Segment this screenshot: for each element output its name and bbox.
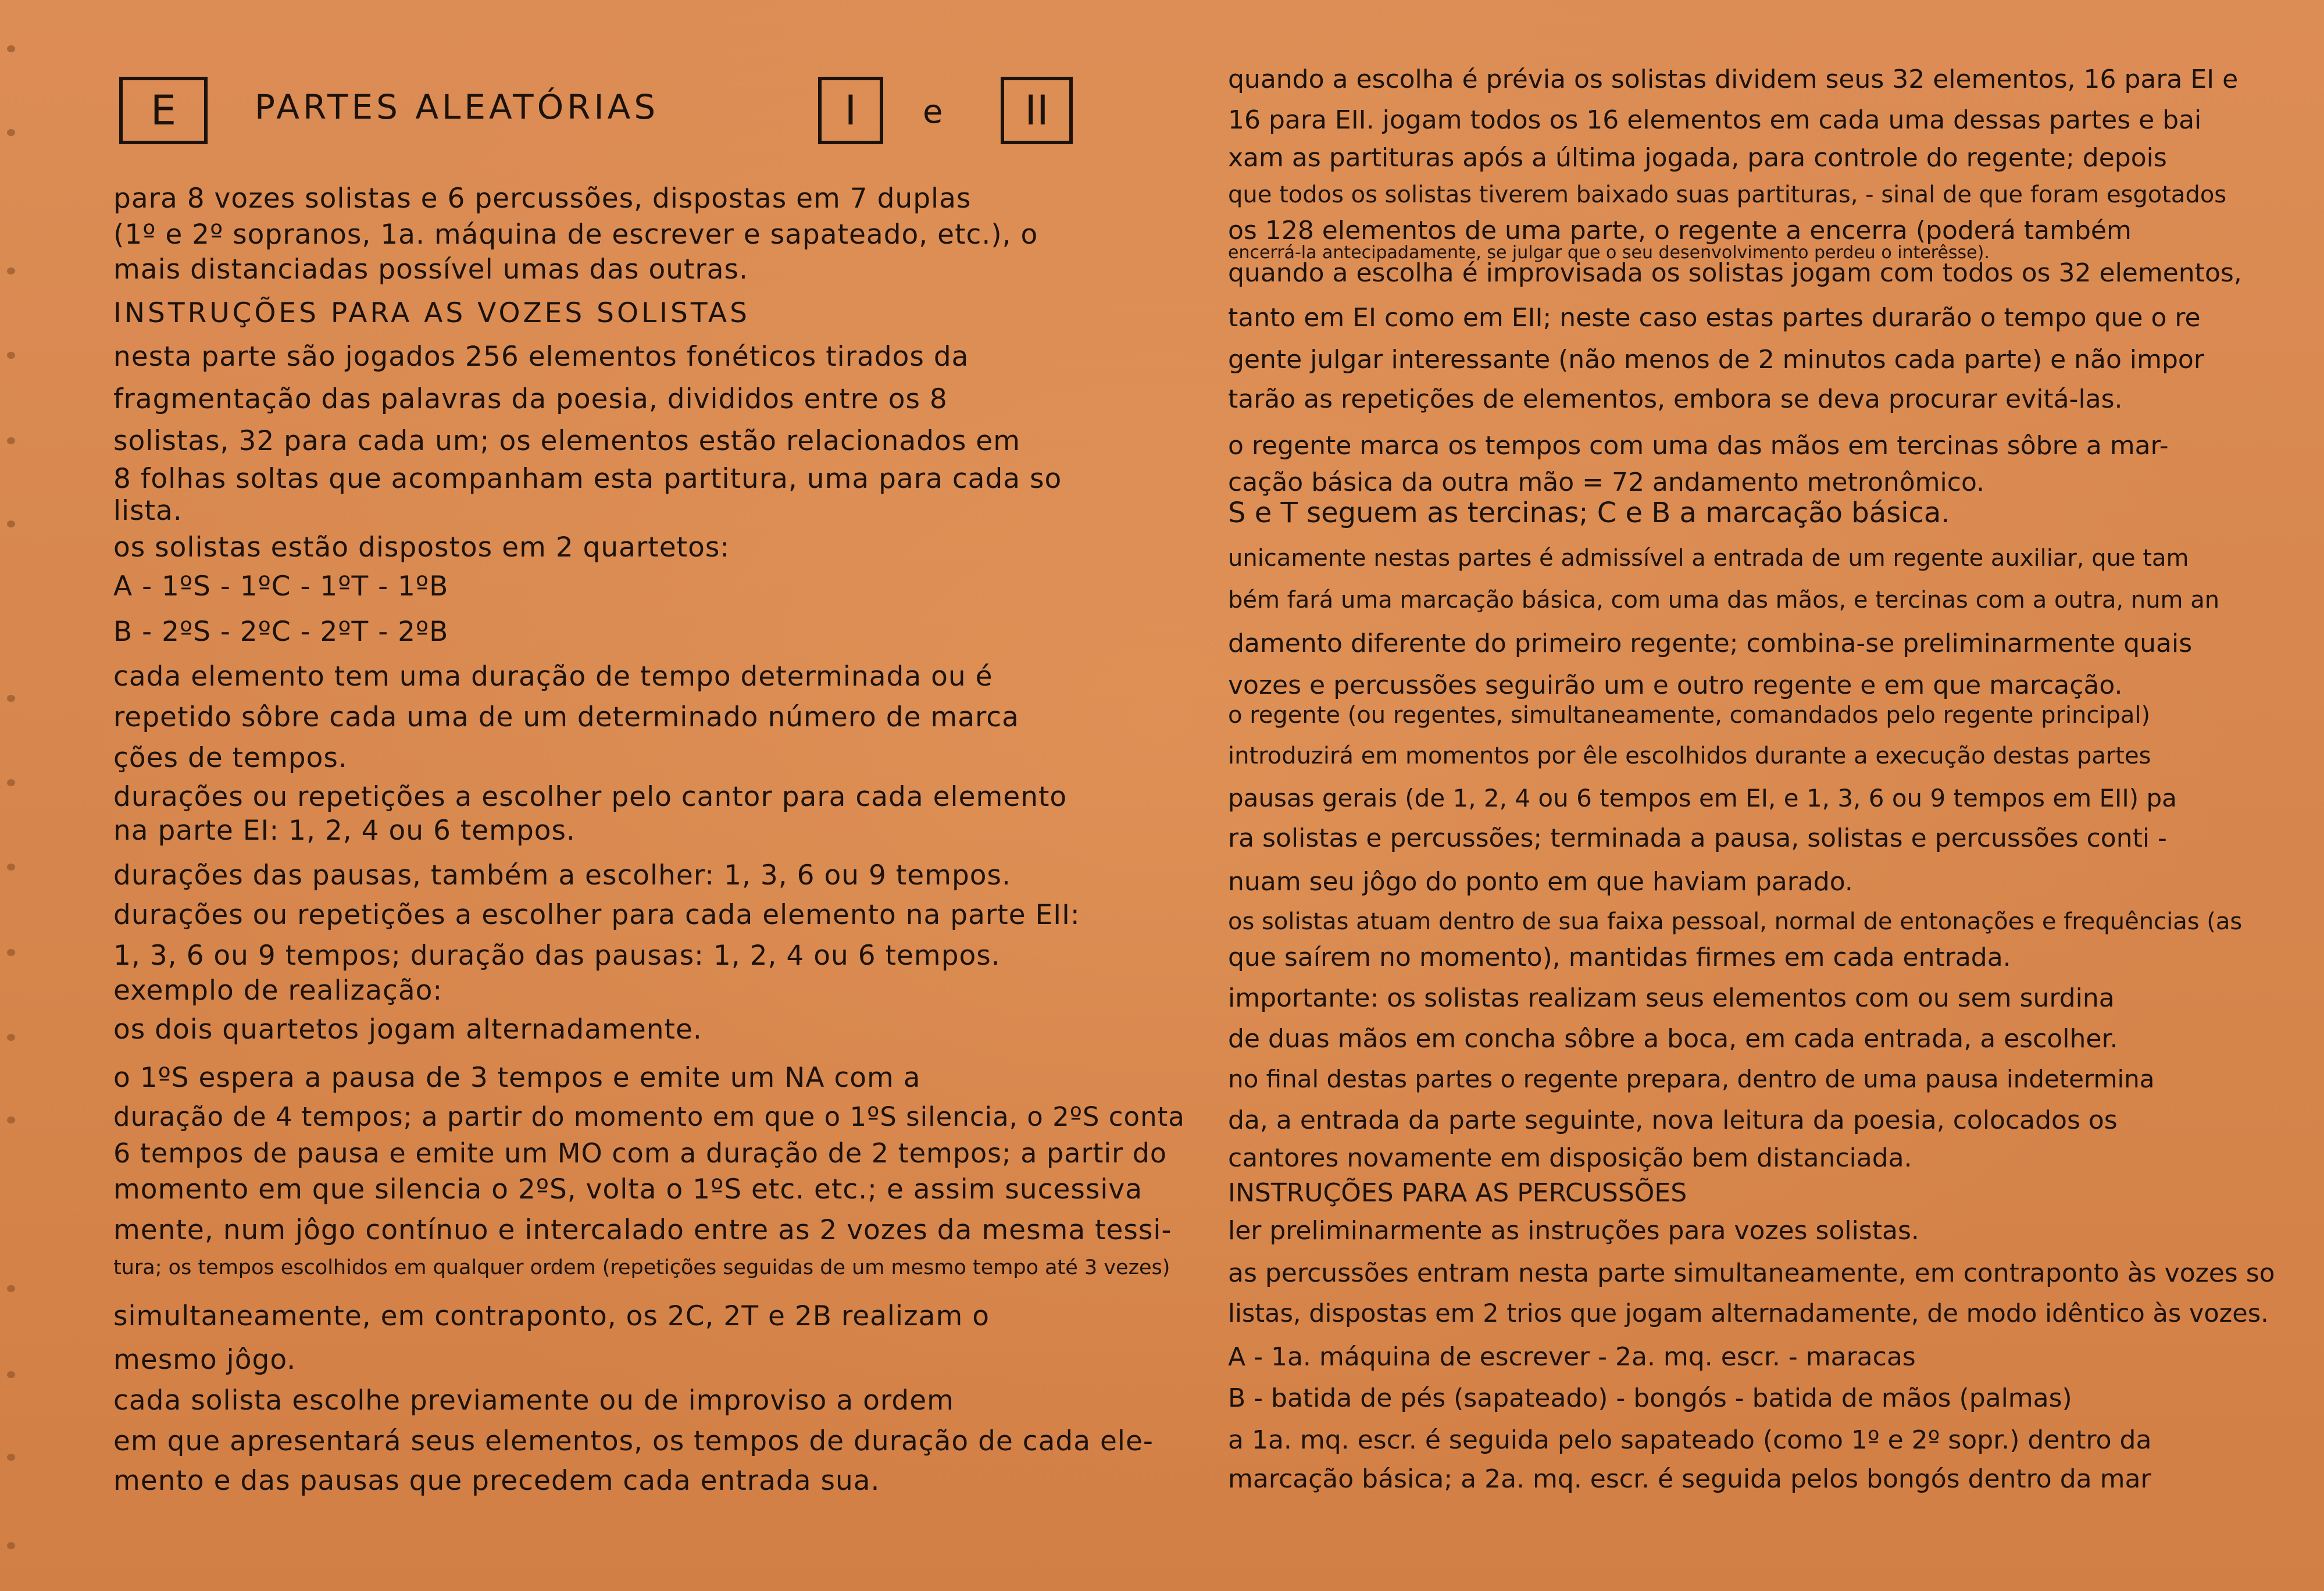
text-line: os solistas atuam dentro de sua faixa pessoal, normal de entonações e frequências (as	[1228, 908, 2243, 935]
text-line: repetido sôbre cada uma de um determinado número de marca	[113, 701, 1019, 733]
binder-hole	[7, 864, 15, 871]
left-column	[113, 0, 1186, 1591]
text-line: listas, dispostas em 2 trios que jogam alternadamente, de modo idêntico às vozes.	[1228, 1299, 2269, 1328]
text-line: tarão as repetições de elementos, embora se deva procurar evitá-las.	[1228, 384, 2123, 414]
binder-hole	[7, 45, 15, 52]
binder-hole	[7, 1454, 15, 1461]
instructions-heading: INSTRUÇÕES PARA AS VOZES SOLISTAS	[113, 297, 750, 329]
right-column	[1228, 0, 2292, 1591]
part-two-label: II	[1024, 87, 1049, 134]
part-one-label: I	[844, 87, 857, 134]
text-line: a 1a. mq. escr. é seguida pelo sapateado (como 1º e 2º sopr.) dentro da	[1228, 1425, 2152, 1455]
text-line: pausas gerais (de 1, 2, 4 ou 6 tempos em EI, e 1, 3, 6 ou 9 tempos em EII) pa	[1228, 784, 2177, 812]
text-line: da, a entrada da parte seguinte, nova leitura da poesia, colocados os	[1228, 1105, 2118, 1135]
text-line: importante: os solistas realizam seus elementos com ou sem surdina	[1228, 983, 2115, 1013]
text-line: simultaneamente, em contraponto, os 2C, 2T e 2B realizam o	[113, 1300, 990, 1332]
binder-hole	[7, 437, 15, 444]
text-line: em que apresentará seus elementos, os tempos de duração de cada ele-	[113, 1425, 1154, 1457]
text-line: mente, num jôgo contínuo e intercalado entre as 2 vozes da mesma tessi-	[113, 1214, 1172, 1246]
percussion-instructions-heading: INSTRUÇÕES PARA AS PERCUSSÕES	[1228, 1178, 1687, 1208]
text-line: A - 1a. máquina de escrever - 2a. mq. escr. - maracas	[1228, 1342, 1916, 1372]
text-line: xam as partituras após a última jogada, para controle do regente; depois	[1228, 143, 2167, 173]
text-line: cada solista escolhe previamente ou de improviso a ordem	[113, 1385, 954, 1417]
text-line: quando a escolha é improvisada os solistas jogam com todos os 32 elementos,	[1228, 258, 2242, 288]
text-line: A - 1ºS - 1ºC - 1ºT - 1ºB	[113, 570, 449, 602]
text-line: 1, 3, 6 ou 9 tempos; duração das pausas: 1, 2, 4 ou 6 tempos.	[113, 940, 1001, 972]
text-line: tura; os tempos escolhidos em qualquer ordem (repetições seguidas de um mesmo tempo até 3 vezes)	[113, 1256, 1170, 1279]
text-line: bém fará uma marcação básica, com uma das mãos, e tercinas com a outra, num an	[1228, 587, 2220, 613]
section-title: PARTES ALEATÓRIAS	[255, 87, 659, 127]
text-line: cação básica da outra mão = 72 andamento metronômico.	[1228, 468, 1985, 497]
text-line: tanto em EI como em EII; neste caso estas partes durarão o tempo que o re	[1228, 303, 2201, 333]
text-line: de duas mãos em concha sôbre a boca, em cada entrada, a escolher.	[1228, 1024, 2118, 1054]
text-line: nuam seu jôgo do ponto em que haviam parado.	[1228, 867, 1853, 897]
text-line: B - 2ºS - 2ºC - 2ºT - 2ºB	[113, 616, 449, 648]
text-line: mento e das pausas que precedem cada entrada sua.	[113, 1465, 880, 1497]
binder-hole	[7, 1371, 15, 1378]
text-line: 6 tempos de pausa e emite um MO com a duração de 2 tempos; a partir do	[113, 1137, 1168, 1169]
text-line: no final destas partes o regente prepara, dentro de uma pausa indetermina	[1228, 1065, 2155, 1093]
text-line: os 128 elementos de uma parte, o regente a encerra (poderá também	[1228, 216, 2132, 245]
text-line: ções de tempos.	[113, 742, 348, 774]
text-line: o 1ºS espera a pausa de 3 tempos e emite um NA com a	[113, 1062, 921, 1094]
text-line: o regente (ou regentes, simultaneamente, comandados pelo regente principal)	[1228, 702, 2151, 729]
text-line: solistas, 32 para cada um; os elementos estão relacionados em	[113, 425, 1020, 457]
text-line: durações das pausas, também a escolher: 1, 3, 6 ou 9 tempos.	[113, 859, 1011, 891]
text-line: que saírem no momento), mantidas firmes em cada entrada.	[1228, 943, 2011, 972]
text-line: que todos os solistas tiverem baixado suas partituras, - sinal de que foram esgotados	[1228, 181, 2227, 208]
binder-hole	[7, 1116, 15, 1123]
text-line: momento em que silencia o 2ºS, volta o 1ºS etc. etc.; e assim sucessiva	[113, 1173, 1143, 1205]
text-line: introduzirá em momentos por êle escolhidos durante a execução destas partes	[1228, 743, 2151, 769]
text-line: B - batida de pés (sapateado) - bongós - batida de mãos (palmas)	[1228, 1383, 2072, 1413]
text-line: durações ou repetições a escolher para cada elemento na parte EII:	[113, 899, 1080, 931]
text-line: para 8 vozes solistas e 6 percussões, dispostas em 7 duplas	[113, 183, 972, 215]
section-letter: E	[150, 87, 177, 134]
text-line: 8 folhas soltas que acompanham esta partitura, uma para cada so	[113, 463, 1062, 495]
binder-hole	[7, 695, 15, 702]
text-line: 16 para EII. jogam todos os 16 elementos em cada uma dessas partes e bai	[1228, 105, 2202, 135]
text-line: ra solistas e percussões; terminada a pausa, solistas e percussões conti -	[1228, 823, 2167, 853]
binder-hole	[7, 949, 15, 956]
text-line: os solistas estão dispostos em 2 quartetos:	[113, 531, 730, 563]
text-line: cantores novamente em disposição bem distanciada.	[1228, 1143, 1912, 1173]
title-connector: e	[923, 93, 943, 131]
binder-hole	[7, 1542, 15, 1549]
text-line: marcação básica; a 2a. mq. escr. é seguida pelos bongós dentro da mar	[1228, 1464, 2151, 1494]
text-line: damento diferente do primeiro regente; combina-se preliminarmente quais	[1228, 629, 2193, 658]
text-line: fragmentação das palavras da poesia, divididos entre os 8	[113, 383, 948, 415]
text-line: cada elemento tem uma duração de tempo determinada ou é	[113, 661, 993, 693]
text-line: mais distanciadas possível umas das outras.	[113, 254, 748, 286]
text-line: quando a escolha é prévia os solistas dividem seus 32 elementos, 16 para EI e	[1228, 65, 2239, 94]
text-line: S e T seguem as tercinas; C e B a marcação básica.	[1228, 497, 1950, 529]
binder-hole	[7, 779, 15, 786]
text-line: na parte EI: 1, 2, 4 ou 6 tempos.	[113, 815, 576, 847]
text-line: exemplo de realização:	[113, 975, 443, 1007]
text-line: unicamente nestas partes é admissível a entrada de um regente auxiliar, que tam	[1228, 545, 2189, 572]
binder-hole	[7, 1034, 15, 1041]
text-line: mesmo jôgo.	[113, 1344, 297, 1376]
text-line: vozes e percussões seguirão um e outro regente e em que marcação.	[1228, 670, 2123, 700]
text-line: duração de 4 tempos; a partir do momento em que o 1ºS silencia, o 2ºS conta	[113, 1101, 1185, 1132]
binder-hole	[7, 267, 15, 274]
binder-hole	[7, 1285, 15, 1292]
text-line: os dois quartetos jogam alternadamente.	[113, 1014, 702, 1046]
binder-hole	[7, 129, 15, 136]
text-line: (1º e 2º sopranos, 1a. máquina de escrever e sapateado, etc.), o	[113, 219, 1038, 251]
binder-hole	[7, 352, 15, 359]
text-line: nesta parte são jogados 256 elementos fonéticos tirados da	[113, 341, 969, 373]
text-line: ler preliminarmente as instruções para vozes solistas.	[1228, 1216, 1919, 1246]
text-line: lista.	[113, 495, 183, 527]
text-line: durações ou repetições a escolher pelo cantor para cada elemento	[113, 781, 1068, 813]
text-line: encerrá-la antecipadamente, se julgar que o seu desenvolvimento perdeu o interêsse).	[1228, 242, 1990, 263]
binder-hole	[7, 520, 15, 527]
text-line: o regente marca os tempos com uma das mãos em tercinas sôbre a mar-	[1228, 431, 2169, 461]
text-line: gente julgar interessante (não menos de 2 minutos cada parte) e não impor	[1228, 345, 2204, 374]
text-line: as percussões entram nesta parte simultaneamente, em contraponto às vozes so	[1228, 1258, 2275, 1288]
